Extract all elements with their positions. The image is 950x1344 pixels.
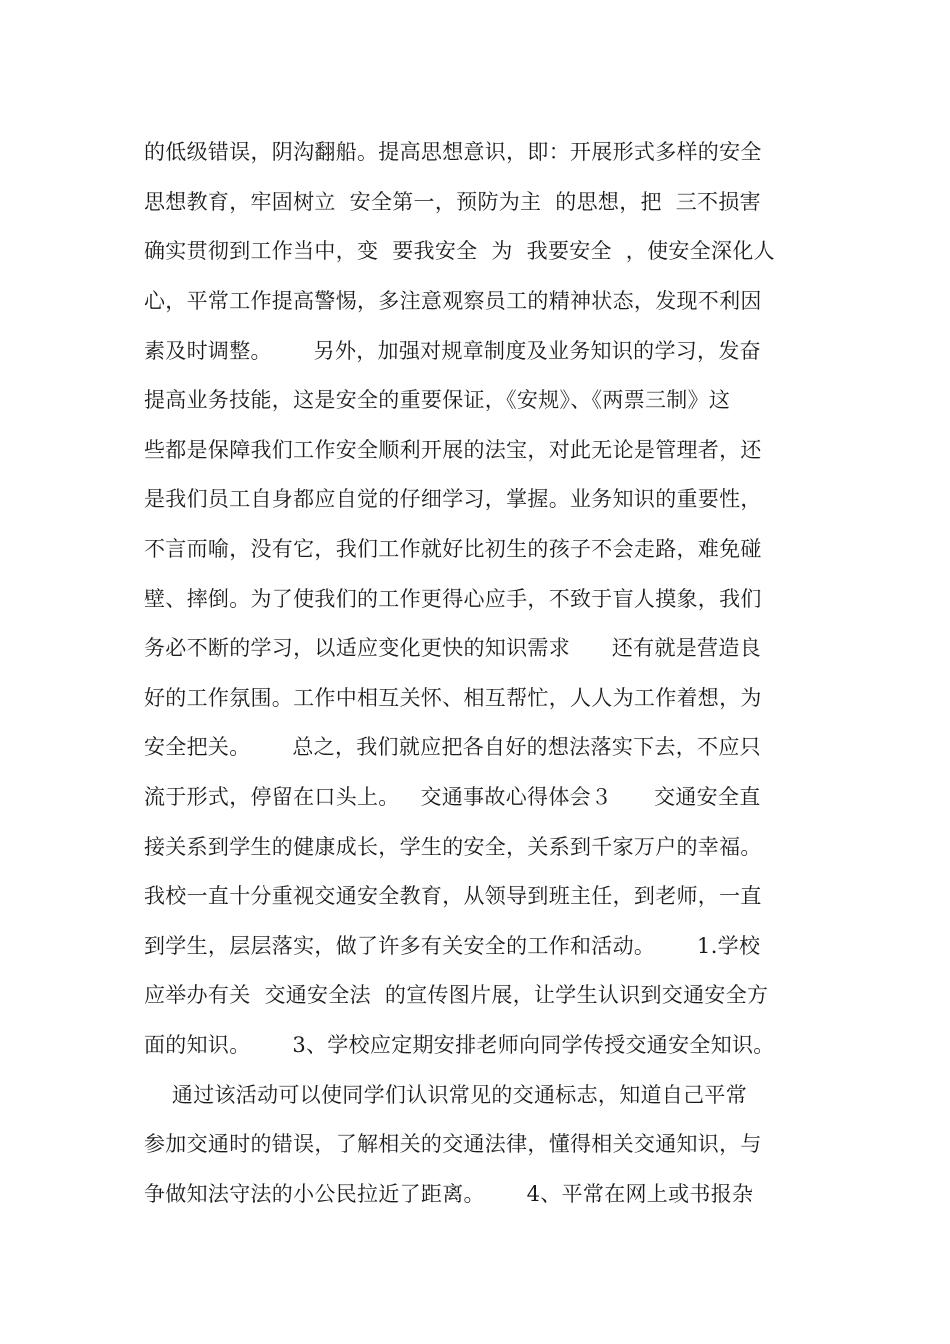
text-line: 通过该活动可以使同学们认识常见的交通标志，知道自己平常 [144,1083,747,1107]
text-line: 争做知法守法的小公民拉近了距离。 4、平常在网上或书报杂 [144,1182,754,1206]
text-line: 是我们员工自身都应自觉的仔细学习，掌握。业务知识的重要性， [144,487,762,511]
text-line: 确实贯彻到工作当中，变 要我安全 为 我要安全 ，使安全深化人 [144,239,775,263]
text-line: 好的工作氛围。工作中相互关怀、相互帮忙，人人为工作着想，为 [144,686,762,710]
text-line: 面的知识。 3、学校应定期安排老师向同学传授交通安全知识。 [144,1033,775,1057]
text-line: 务必不断的学习，以适应变化更快的知识需求 还有就是营造良 [144,636,761,660]
text-line: 我校一直十分重视交通安全教育，从领导到班主任，到老师，一直 [144,884,762,908]
text-line: 安全把关。 总之，我们就应把各自好的想法落实下去，不应只 [144,735,761,759]
text-line: 壁、摔倒。为了使我们的工作更得心应手，不致于盲人摸象，我们 [144,587,762,611]
text-line: 应举办有关 交通安全法 的宣传图片展，让学生认识到交通安全方 [144,983,769,1007]
text-line: 流于形式，停留在口头上。 交通事故心得体会３ 交通安全直 [144,785,761,809]
text-line: 接关系到学生的健康成长，学生的安全，关系到千家万户的幸福。 [144,835,762,859]
text-line: 的低级错误，阴沟翻船。提高思想意识，即：开展形式多样的安全 [144,140,762,164]
text-line: 心，平常工作提高警惕，多注意观察员工的精神状态，发现不利因 [144,289,762,313]
text-line: 提高业务技能，这是安全的重要保证，《安规》、《两票三制》这 [144,388,731,412]
text-line: 到学生，层层落实，做了许多有关安全的工作和活动。 1.学校 [144,934,761,958]
text-line: 些都是保障我们工作安全顺利开展的法宝，对此无论是管理者，还 [144,438,762,462]
text-line: 不言而喻，没有它，我们工作就好比初生的孩子不会走路，难免碰 [144,537,762,561]
text-line: 素及时调整。 另外，加强对规章制度及业务知识的学习，发奋 [144,339,761,363]
text-line: 思想教育，牢固树立 安全第一，预防为主 的思想，把 三不损害 [144,190,761,214]
text-line: 参加交通时的错误，了解相关的交通法律，懂得相关交通知识，与 [144,1132,762,1156]
